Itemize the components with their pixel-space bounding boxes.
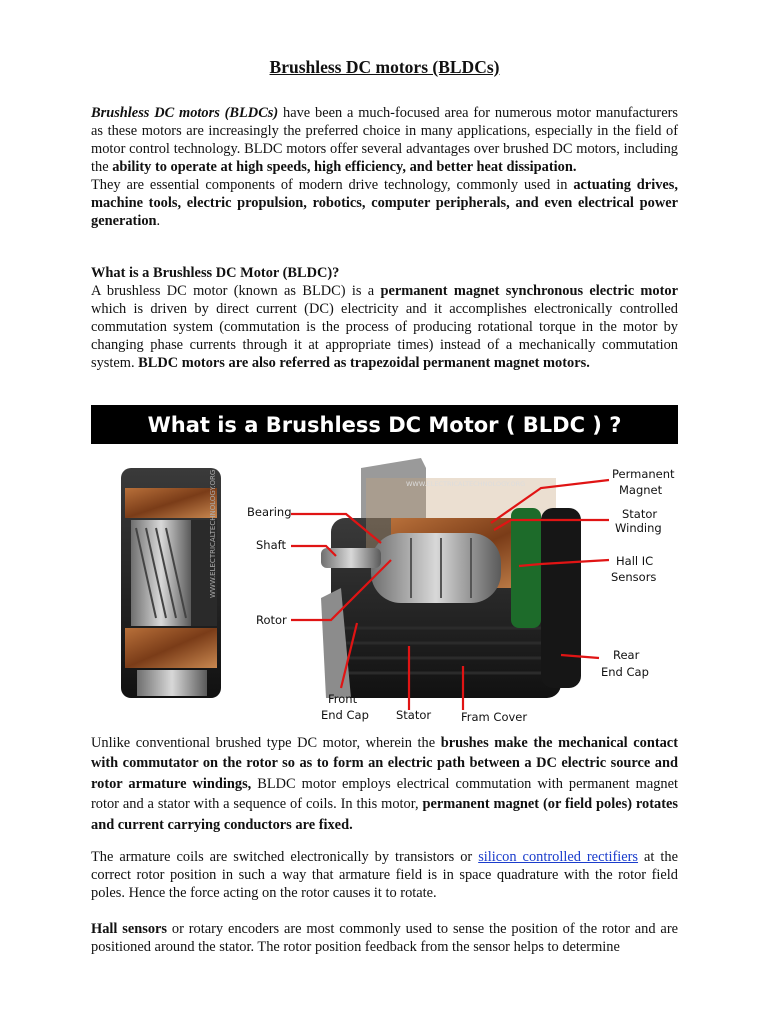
label-stator-winding-2: Winding: [615, 521, 662, 535]
armature-text-2: at the correct rotor position in such a way that armature field is in space quadrature with the rotor field poles. Hence the force acting on the rotor causes it to rotate.: [91, 849, 678, 901]
intro-bold-1: ability to operate at high speeds, high efficiency, and better heat dissipation.: [112, 159, 577, 175]
hall-sensor-text: or rotary encoders are most commonly used to sense the position of the rotor and are positioned around the stator. The rotor position feedback from the sensor helps to determine: [91, 921, 678, 955]
label-hall-sensors-2: Sensors: [611, 570, 657, 584]
page-title: Brushless DC motors (BLDCs): [269, 57, 500, 77]
armature-text-1: The armature coils are switched electronically by transistors or: [91, 849, 479, 865]
label-permanent-magnet-2: Magnet: [619, 483, 663, 497]
cutaway-motor-left: [121, 468, 221, 698]
label-shaft: Shaft: [256, 538, 286, 552]
armature-paragraph: [91, 848, 678, 902]
bldc-motor-illustration: [91, 448, 678, 728]
intro-text-3: .: [156, 213, 161, 229]
label-frame-cover: Fram Cover: [461, 710, 528, 724]
figure-banner: What is a Brushless DC Motor ( BLDC ) ?: [91, 405, 678, 444]
label-rear-end-cap-2: End Cap: [601, 665, 649, 679]
label-stator-winding-1: Stator: [622, 507, 658, 521]
intro-text-1: have been a much-focused area for numerous motor manufacturers as these motors are increasingly the preferred choice in many applications, especially in the field of motor control technology. BLDC motors offer several advantages over brushed DC motors, including the: [91, 105, 678, 175]
label-stator: Stator: [396, 708, 432, 722]
label-front-end-cap-1: Front: [328, 692, 358, 706]
label-rear-end-cap-1: Rear: [613, 648, 640, 662]
label-front-end-cap-2: End Cap: [321, 708, 369, 722]
comparison-text-1: Unlike conventional brushed type DC motor, wherein the: [91, 735, 441, 751]
hall-sensor-bold: Hall sensors: [91, 921, 168, 937]
label-permanent-magnet-1: Permanent: [612, 467, 675, 481]
bldc-motor-figure: [91, 448, 678, 728]
label-bearing: Bearing: [247, 505, 292, 519]
intro-lead: Brushless DC motors (BLDCs): [91, 105, 279, 121]
watermark-main: WWW.ELECTRICALTECHNOLOGY.ORG: [406, 480, 526, 488]
silicon-controlled-rectifiers-link[interactable]: silicon controlled rectifiers: [478, 849, 639, 865]
intro-bold-2: actuating drives, machine tools, electric propulsion, robotics, computer peripherals, and even electrical power generation: [91, 177, 678, 229]
label-rotor: Rotor: [256, 613, 287, 627]
definition-bold-2: BLDC motors are also referred as trapezoidal permanent magnet motors.: [138, 355, 590, 371]
definition-text-1: A brushless DC motor (known as BLDC) is a: [91, 283, 381, 299]
label-hall-sensors-1: Hall IC: [616, 554, 654, 568]
definition-section: [91, 264, 678, 372]
watermark-left: WWW.ELECTRICALTECHNOLOGY.ORG: [209, 469, 217, 598]
definition-text-2: which is driven by direct current (DC) electricity and it accomplishes electronically controlled commutation system (commutation is the process of producing rotational torque in the motor by changing phase currents through it at appropriate times) instead of a mechanically commutation system.: [91, 301, 678, 371]
comparison-paragraph: [91, 733, 678, 835]
comparison-bold-1: brushes make the mechanical contact with commutator on the rotor so as to form an electric path between a DC electric source and rotor armature windings,: [91, 735, 678, 792]
comparison-text-2: BLDC motor employs electrical commutation with permanent magnet rotor and a stator with a sequence of coils. In this motor,: [91, 775, 679, 813]
intro-paragraph: [91, 104, 678, 230]
definition-bold-1: permanent magnet synchronous electric motor: [380, 283, 678, 299]
section-heading: What is a Brushless DC Motor (BLDC)?: [91, 265, 340, 281]
cutaway-motor-main: [321, 458, 581, 698]
comparison-bold-2: permanent magnet (or field poles) rotates and current carrying conductors are fixed.: [91, 796, 678, 833]
intro-text-2: They are essential components of modern drive technology, commonly used in: [91, 177, 574, 193]
hall-sensor-paragraph: [91, 920, 678, 956]
